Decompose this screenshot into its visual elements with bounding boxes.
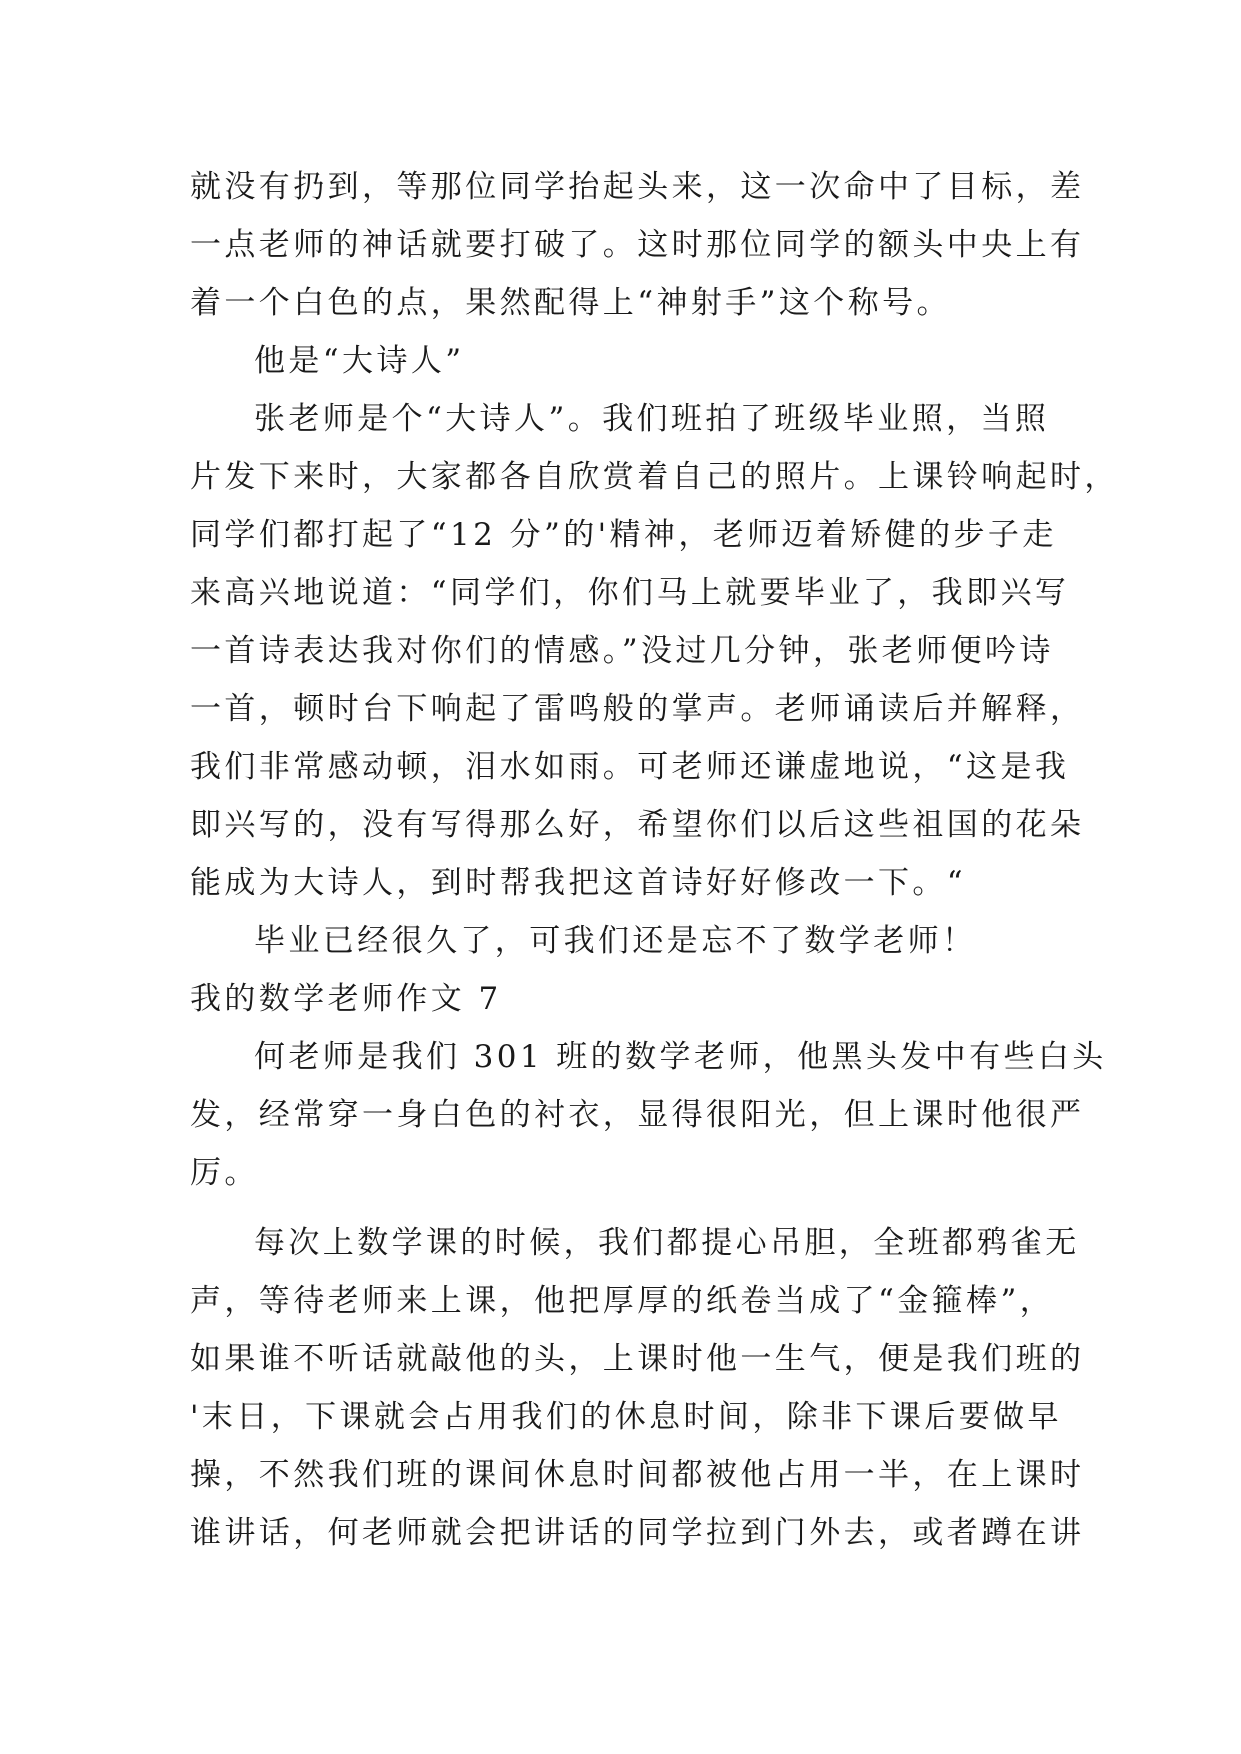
text-line: 同学们都打起了“12 分”的'精神，老师迈着矫健的步子走 <box>190 517 1057 553</box>
text-line: 张老师是个“大诗人”。我们班拍了班级毕业照，当照 <box>254 401 1050 437</box>
article-title: 我的数学老师作文 7 <box>190 981 502 1017</box>
text-line: 能成为大诗人，到时帮我把这首诗好好修改一下。“ <box>190 865 967 901</box>
text-line: 毕业已经很久了，可我们还是忘不了数学老师！ <box>254 923 977 959</box>
text-line: 一首，顿时台下响起了雷鸣般的掌声。老师诵读后并解释， <box>190 691 1085 727</box>
text-line: 发，经常穿一身白色的衬衣，显得很阳光，但上课时他很严 <box>190 1097 1085 1133</box>
text-line: 一点老师的神话就要打破了。这时那位同学的额头中央上有 <box>190 227 1085 263</box>
text-line: 即兴写的，没有写得那么好，希望你们以后这些祖国的花朵 <box>190 807 1085 843</box>
text-line: 我们非常感动顿，泪水如雨。可老师还谦虚地说，“这是我 <box>190 749 1070 785</box>
text-line: 操，不然我们班的课间休息时间都被他占用一半，在上课时 <box>190 1457 1085 1493</box>
section-heading: 他是“大诗人” <box>254 343 465 379</box>
text-line: 一首诗表达我对你们的情感。”没过几分钟，张老师便吟诗 <box>190 633 1054 669</box>
text-line: 声，等待老师来上课，他把厚厚的纸卷当成了“金箍棒”， <box>190 1283 1055 1319</box>
text-line: 每次上数学课的时候，我们都提心吊胆，全班都鸦雀无 <box>254 1225 1080 1261</box>
text-line: 谁讲话，何老师就会把讲话的同学拉到门外去，或者蹲在讲 <box>190 1515 1085 1551</box>
text-line: 片发下来时，大家都各自欣赏着自己的照片。上课铃响起时， <box>190 459 1119 495</box>
text-line: 如果谁不听话就敲他的头，上课时他一生气，便是我们班的 <box>190 1341 1085 1377</box>
text-line: 着一个白色的点，果然配得上“神射手”这个称号。 <box>190 285 951 321</box>
text-line: '末日，下课就会占用我们的休息时间，除非下课后要做早 <box>190 1399 1062 1435</box>
text-line: 来高兴地说道：“同学们，你们马上就要毕业了，我即兴写 <box>190 575 1070 611</box>
text-line: 厉。 <box>190 1155 259 1191</box>
text-line: 就没有扔到，等那位同学抬起头来，这一次命中了目标，差 <box>190 169 1085 205</box>
text-line: 何老师是我们 301 班的数学老师，他黑头发中有些白头 <box>254 1039 1107 1075</box>
